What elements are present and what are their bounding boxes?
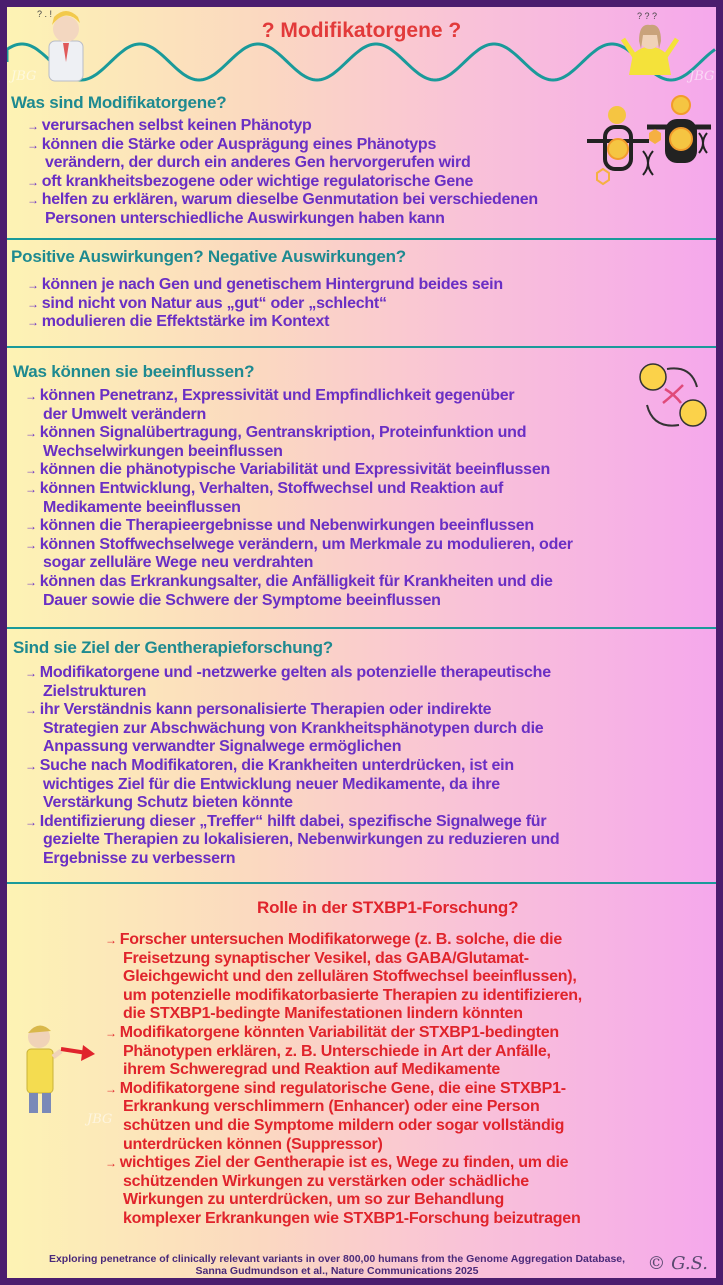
arrow-icon: → (27, 278, 39, 292)
section-divider (7, 238, 716, 240)
list-item-line (25, 720, 559, 739)
list-item-text: komplexer Erkrankungen wie STXBP1-Forschung beizutragen (123, 1209, 581, 1227)
arrow-icon: → (27, 193, 39, 208)
list-item-text: Phänotypen erklären, z. B. Unterschiede in Art der Anfälle, (123, 1042, 551, 1060)
list-item-line (27, 295, 503, 314)
list-item-line (25, 776, 559, 795)
arrow-icon: → (27, 296, 39, 311)
list-item-line (27, 313, 503, 332)
section-heading: Rolle in der STXBP1-Forschung? (257, 898, 519, 917)
list-item (25, 701, 559, 757)
list-item-text: können je nach Gen und genetischem Hintergrund beides sein (41, 276, 503, 293)
list-item-text: Freisetzung synaptischer Vesikel, das GABA/Glutamat- (123, 949, 529, 967)
arrow-icon: → (25, 666, 37, 680)
list-item-line (105, 1005, 582, 1024)
list-item (27, 276, 503, 295)
bullet-list (25, 387, 573, 610)
list-item (27, 136, 538, 173)
list-item-text: Verstärkung Schutz bieten könnte (43, 794, 293, 812)
list-item-text: Gleichgewicht und den zellulären Stoffwechsel beeinflussen), (123, 968, 577, 986)
arrow-icon: → (105, 1081, 117, 1096)
citation-line: Sanna Gudmundson et al., Nature Communications 2025 (195, 1265, 479, 1277)
list-item (27, 191, 538, 228)
list-item-text: ihrem Schweregrad und Reaktion auf Medikamente (123, 1061, 501, 1079)
section-heading: Was sind Modifikatorgene? (11, 93, 227, 112)
svg-text:? ? ?: ? ? ? (637, 11, 658, 21)
dna-exchange-icon (635, 359, 711, 433)
list-item-line (105, 1024, 582, 1043)
list-item-text: der Umwelt verändern (43, 405, 207, 423)
list-item-text: können die Stärke oder Ausprägung eines Phänotyps (41, 135, 437, 153)
list-item-text: Ergebnisse zu verbessern (43, 849, 236, 867)
list-item (105, 1024, 582, 1080)
list-item (25, 480, 573, 517)
list-item-text: die STXBP1-bedingte Manifestationen lindern könnten (123, 1005, 523, 1023)
watermark: JBG (11, 69, 37, 84)
list-item-line (25, 406, 573, 425)
red-arrow-icon (59, 1039, 99, 1063)
arrow-icon: → (105, 933, 117, 947)
citation-line: Exploring penetrance of clinically relevant variants in over 800,00 humans from the Genome Aggregation Database, (48, 1253, 626, 1265)
list-item (25, 813, 559, 869)
dna-people-icon (587, 93, 712, 193)
list-item-text: Modifikatorgene sind regulatorische Gene, die eine STXBP1- (119, 1079, 566, 1097)
bullet-list (25, 664, 559, 869)
list-item-line (25, 461, 573, 480)
list-item-text: unterdrücken können (Suppressor) (123, 1135, 383, 1153)
pointing-boy-illustration (15, 1017, 110, 1117)
list-item-line (25, 517, 573, 536)
list-item-text: Anpassung verwandter Signalwege ermöglichen (43, 738, 402, 756)
list-item-line (105, 950, 582, 969)
section-divider (7, 627, 716, 629)
list-item-line (25, 573, 573, 592)
arrow-icon: → (25, 758, 37, 773)
list-item-text: Erkrankung verschlimmern (Enhancer) oder eine Person (123, 1098, 540, 1116)
list-item-line (105, 1098, 582, 1117)
arrow-icon: → (27, 174, 39, 189)
svg-text:? . !: ? . ! (37, 9, 53, 19)
list-item (105, 931, 582, 1024)
list-item (25, 424, 573, 461)
list-item-text: sind nicht von Natur aus „gut“ oder „schlecht“ (41, 294, 387, 312)
list-item-text: können die Therapieergebnisse und Nebenwirkungen beeinflussen (39, 517, 534, 535)
list-item-text: können Penetranz, Expressivität und Empfindlichkeit gegenüber (39, 387, 515, 404)
list-item-text: können die phänotypische Variabilität und Expressivität beeinflussen (39, 461, 550, 479)
infographic-page (7, 7, 716, 1278)
list-item-line (27, 136, 538, 155)
list-item (25, 461, 573, 480)
section-divider (7, 882, 716, 884)
section-heading: Sind sie Ziel der Gentherapieforschung? (13, 638, 333, 657)
list-item-text: ihr Verständnis kann personalisierte Therapien oder indirekte (39, 701, 492, 719)
list-item-text: Identifizierung dieser „Treffer“ hilft dabei, spezifische Signalwege für (39, 812, 547, 830)
arrow-icon: → (27, 137, 39, 152)
list-item-text: Suche nach Modifikatoren, die Krankheiten unterdrücken, ist ein (39, 756, 514, 774)
list-item-line (27, 173, 538, 192)
list-item-line (25, 536, 573, 555)
list-item (27, 117, 538, 136)
copyright-mark: © G.S. (647, 1253, 708, 1274)
arrow-icon: → (25, 519, 37, 534)
arrow-icon: → (27, 119, 39, 133)
list-item-line (25, 794, 559, 813)
list-item-line (105, 1080, 582, 1099)
list-item-line (105, 1173, 582, 1192)
list-item-line (105, 1210, 582, 1229)
list-item-line (27, 191, 538, 210)
list-item-text: wichtiges Ziel der Gentherapie ist es, Wege zu finden, um die (119, 1154, 569, 1172)
list-item-line (25, 592, 573, 611)
list-item-text: modulieren die Effektstärke im Kontext (41, 313, 330, 331)
watermark: JBG (87, 1112, 113, 1127)
list-item-line (25, 813, 559, 832)
list-item-text: gezielte Therapien zu lokalisieren, Nebenwirkungen zu reduzieren und (43, 831, 560, 849)
list-item (25, 387, 573, 424)
arrow-icon: → (25, 574, 37, 589)
page-title: ? Modifikatorgene ? (261, 19, 462, 42)
list-item-text: schützenden Wirkungen zu verstärken oder schädliche (123, 1172, 529, 1190)
list-item-line (25, 480, 573, 499)
list-item-line (25, 850, 559, 869)
list-item-text: Zielstrukturen (43, 682, 147, 700)
list-item-line (105, 968, 582, 987)
list-item (27, 173, 538, 192)
arrow-icon: → (25, 426, 37, 441)
bullet-list (105, 931, 582, 1229)
list-item-line (25, 738, 559, 757)
list-item-text: Modifikatorgene und -netzwerke gelten als potenzielle therapeutische (39, 664, 551, 681)
list-item (105, 1154, 582, 1228)
list-item (27, 313, 503, 332)
list-item-text: Strategien zur Abschwächung von Krankheitsphänotypen durch die (43, 719, 544, 737)
list-item-text: Forscher untersuchen Modifikatorwege (z. B. solche, die die (119, 931, 562, 948)
bullet-list (27, 276, 503, 332)
section-heading: Was können sie beeinflussen? (13, 362, 255, 381)
list-item-text: können das Erkrankungsalter, die Anfälligkeit für Krankheiten und die (39, 572, 553, 590)
list-item-line (27, 276, 503, 295)
arrow-icon: → (105, 1156, 117, 1171)
list-item-text: Wechselwirkungen beeinflussen (43, 442, 283, 460)
list-item-line (105, 1136, 582, 1155)
source-citation (7, 1253, 667, 1277)
list-item-text: Personen unterschiedliche Auswirkungen haben kann (45, 209, 445, 227)
list-item-line (105, 1191, 582, 1210)
list-item (25, 517, 573, 536)
list-item-line (25, 424, 573, 443)
list-item-line (25, 499, 573, 518)
list-item-text: schützen und die Symptome mildern oder sogar vollständig (123, 1116, 565, 1134)
list-item (25, 757, 559, 813)
list-item-line (105, 1061, 582, 1080)
list-item-line (25, 387, 573, 406)
list-item-text: sogar zelluläre Wege neu verdrahten (43, 554, 314, 572)
arrow-icon: → (25, 814, 37, 829)
watermark: JBG (689, 69, 715, 84)
list-item (105, 1080, 582, 1154)
list-item-line (105, 1043, 582, 1062)
list-item-line (25, 831, 559, 850)
list-item (25, 536, 573, 573)
list-item (27, 295, 503, 314)
list-item-line (25, 701, 559, 720)
list-item-line (27, 154, 538, 173)
list-item-text: oft krankheitsbezogene oder wichtige regulatorische Gene (41, 172, 474, 190)
bullet-list (27, 117, 538, 229)
list-item-line (105, 931, 582, 950)
list-item-text: Wirkungen zu unterdrücken, um so zur Behandlung (123, 1191, 505, 1209)
list-item-text: Medikamente beeinflussen (43, 498, 241, 516)
list-item-line (25, 664, 559, 683)
list-item-text: wichtiges Ziel für die Entwicklung neuer Medikamente, da ihre (43, 775, 500, 793)
list-item-line (25, 757, 559, 776)
list-item-text: um potenzielle modifikatorbasierte Therapien zu identifizieren, (123, 986, 582, 1004)
arrow-icon: → (25, 481, 37, 496)
list-item (25, 664, 559, 701)
arrow-icon: → (25, 537, 37, 552)
section-heading: Positive Auswirkungen? Negative Auswirkungen? (11, 247, 406, 266)
list-item-line (25, 443, 573, 462)
wave-decoration (7, 37, 716, 87)
list-item-text: Modifikatorgene könnten Variabilität der STXBP1-bedingten (119, 1023, 559, 1041)
list-item (25, 573, 573, 610)
arrow-icon: → (25, 703, 37, 718)
list-item-line (105, 1154, 582, 1173)
list-item-line (27, 210, 538, 229)
arrow-icon: → (27, 315, 39, 330)
list-item-text: verursachen selbst keinen Phänotyp (41, 117, 312, 134)
list-item-text: können Entwicklung, Verhalten, Stoffwechsel und Reaktion auf (39, 479, 504, 497)
arrow-icon: → (105, 1025, 117, 1040)
arrow-icon: → (25, 389, 37, 403)
list-item-line (25, 554, 573, 573)
list-item-text: Dauer sowie die Schwere der Symptome beeinflussen (43, 591, 441, 609)
list-item-line (105, 1117, 582, 1136)
arrow-icon: → (25, 463, 37, 478)
section-divider (7, 346, 716, 348)
list-item-line (25, 683, 559, 702)
list-item-text: können Stoffwechselwege verändern, um Merkmale zu modulieren, oder (39, 535, 573, 553)
list-item-line (27, 117, 538, 136)
list-item-text: verändern, der durch ein anderes Gen hervorgerufen wird (45, 154, 471, 172)
list-item-line (105, 987, 582, 1006)
list-item-text: helfen zu erklären, warum dieselbe Genmutation bei verschiedenen (41, 191, 538, 209)
list-item-text: können Signalübertragung, Gentranskription, Proteinfunktion und (39, 424, 527, 442)
